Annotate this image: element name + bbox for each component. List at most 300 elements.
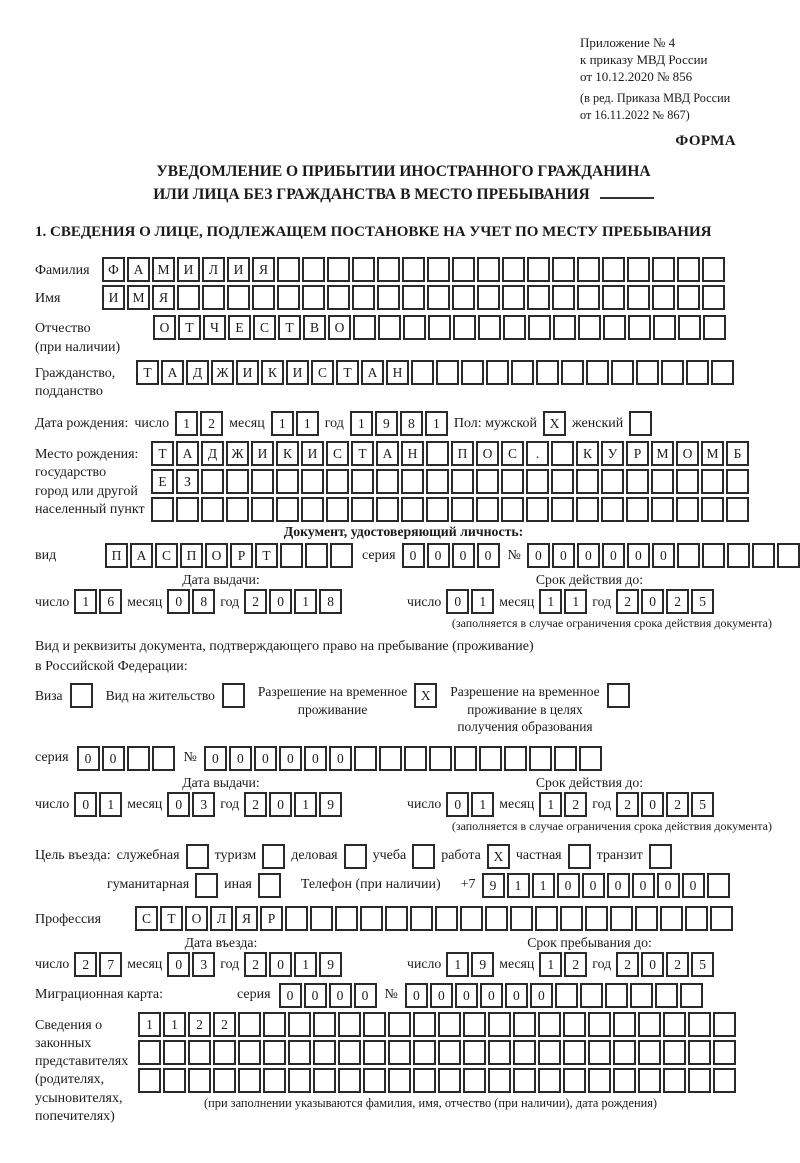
char-box: П [451,441,474,466]
entry-day-boxes [74,952,122,977]
char-box [412,844,435,869]
char-box [376,469,399,494]
char-box [435,906,458,931]
char-box [526,469,549,494]
char-box: 9 [482,873,505,898]
char-box: 0 [279,746,302,771]
char-box: Т [160,906,183,931]
char-box [663,1040,686,1065]
char-box [177,285,200,310]
char-box [630,983,653,1008]
char-box: Я [152,285,175,310]
char-box: 2 [200,411,223,436]
char-box: Д [186,360,209,385]
char-box [602,257,625,282]
char-box: 9 [375,411,398,436]
char-box [288,1068,311,1093]
char-box: Ж [226,441,249,466]
char-box [353,315,376,340]
visit-purpose-label: Цель въезда: [35,848,111,864]
char-box: 1 [175,411,198,436]
purpose-transit-checkbox [649,844,672,869]
char-box [627,257,650,282]
identity-expiry-title: Срок действия до: [535,572,644,588]
char-box: И [236,360,259,385]
identity-issue-block [35,572,407,631]
char-box: X [543,411,566,436]
purpose-humanitarian-label: гуманитарная [107,877,190,893]
char-box: 1 [138,1012,161,1037]
char-box [501,469,524,494]
identity-doc-number-boxes [527,543,800,568]
char-box: 1 [296,411,319,436]
char-box [553,315,576,340]
char-box: Ч [203,315,226,340]
patronymic-label-line-1: Отчество [35,321,91,337]
residence-issue-year-label: год [220,796,240,812]
char-box [163,1068,186,1093]
char-box: О [153,315,176,340]
char-box: О [185,906,208,931]
char-box [607,683,630,708]
char-box [288,1012,311,1037]
char-box [568,844,591,869]
char-box [226,497,249,522]
option-temp-residence-education [450,683,629,736]
char-box [388,1040,411,1065]
firstname-label: Имя [35,291,61,307]
profession-boxes [135,906,733,931]
residence-doc-intro-1: Вид и реквизиты документа, подтверждающего право на пребывание (проживание) [35,639,534,655]
char-box [363,1040,386,1065]
char-box [652,257,675,282]
residence-expiry-note: (заполняется в случае ограничения срока действия документа) [451,818,772,833]
residence-expiry-line [407,792,772,817]
char-box: 2 [616,589,639,614]
char-box: Т [278,315,301,340]
residence-doc-number-label: № [183,750,197,766]
char-box: 0 [304,746,327,771]
char-box: Я [252,257,275,282]
char-box: 0 [602,543,625,568]
char-box: 0 [452,543,475,568]
purpose-study-checkbox [412,844,435,869]
char-box: 1 [564,589,587,614]
char-box [477,257,500,282]
purpose-study-label: учеба [372,848,407,864]
char-box [638,1068,661,1093]
purpose-tourism-label: туризм [214,848,257,864]
char-box [601,497,624,522]
char-box [726,497,749,522]
char-box: 8 [192,589,215,614]
char-box: 0 [269,952,292,977]
char-box [551,497,574,522]
char-box: 0 [204,746,227,771]
residence-doc-intro-2: в Российской Федерации: [35,659,188,675]
char-box [627,285,650,310]
char-box [527,285,550,310]
char-box [701,469,724,494]
char-box: Ж [211,360,234,385]
char-box: 1 [163,1012,186,1037]
char-box [326,469,349,494]
char-box: 0 [269,589,292,614]
char-box: 3 [192,792,215,817]
birth-month-label: месяц [229,415,265,431]
char-box [502,257,525,282]
char-box [513,1012,536,1037]
char-box [186,844,209,869]
patronymic-row [35,315,772,356]
char-box: И [286,360,309,385]
char-box [585,906,608,931]
char-box [563,1012,586,1037]
char-box [552,257,575,282]
char-box [388,1012,411,1037]
birth-day-label: число [134,415,170,431]
option-temp-residence-education-checkbox [607,683,630,708]
char-box [711,360,734,385]
char-box [70,683,93,708]
identity-expiry-year-boxes [616,589,714,614]
char-box [327,285,350,310]
approval-line-1: Приложение № 4 [580,35,676,50]
residence-expiry-year-boxes [616,792,714,817]
form-title [35,160,772,207]
char-box [213,1040,236,1065]
surname-boxes [102,257,725,282]
option-residence-permit [106,683,245,708]
identity-doc-heading: Документ, удостоверяющий личность: [283,524,524,540]
char-box [138,1068,161,1093]
birth-place-boxes-row-1 [151,441,749,466]
char-box: С [135,906,158,931]
char-box [463,1068,486,1093]
birth-place-boxes-row-3 [151,497,749,522]
identity-issue-title: Дата выдачи: [182,572,260,588]
option-visa-label: Виза [35,688,63,704]
residence-doc-series-label: серия [35,750,69,766]
char-box [302,257,325,282]
char-box: 7 [99,952,122,977]
char-box [680,983,703,1008]
form-title-line-2-text: ИЛИ ЛИЦА БЕЗ ГРАЖДАНСТВА В МЕСТО ПРЕБЫВАНИЯ [153,186,590,204]
surname-label: Фамилия [35,263,90,279]
profession-label: Профессия [35,911,102,927]
char-box: 1 [539,952,562,977]
char-box: 0 [557,873,580,898]
residence-expiry-day-boxes [446,792,494,817]
char-box [385,906,408,931]
char-box: 2 [213,1012,236,1037]
char-box: 0 [254,746,277,771]
char-box [351,469,374,494]
char-box: О [676,441,699,466]
identity-issue-day-boxes [74,589,122,614]
char-box [313,1012,336,1037]
char-box: Р [230,543,253,568]
char-box: 0 [102,746,125,771]
char-box [707,873,730,898]
char-box: С [501,441,524,466]
char-box: Т [336,360,359,385]
char-box [688,1068,711,1093]
char-box [402,257,425,282]
char-box [727,543,750,568]
birth-year-label: год [324,415,344,431]
char-box [404,746,427,771]
char-box [280,543,303,568]
char-box [752,543,775,568]
char-box [351,497,374,522]
char-box: М [152,257,175,282]
char-box [463,1040,486,1065]
char-box: Ф [102,257,125,282]
identity-doc-number-label: № [507,547,521,563]
purpose-business-checkbox [344,844,367,869]
char-box [338,1068,361,1093]
char-box: Е [228,315,251,340]
char-box [626,497,649,522]
char-box [635,906,658,931]
char-box [661,360,684,385]
identity-issue-year-boxes [244,589,342,614]
char-box [401,469,424,494]
purpose-tourism-checkbox [262,844,285,869]
char-box [576,497,599,522]
char-box: С [253,315,276,340]
char-box: Т [178,315,201,340]
citizenship-label [35,360,136,401]
residence-issue-block [35,775,407,834]
char-box: М [701,441,724,466]
char-box [538,1068,561,1093]
representatives-note: (при заполнении указываются фамилия, имя, отчество (при наличии), дата рождения) [204,1095,658,1110]
char-box: 9 [319,952,342,977]
char-box [651,497,674,522]
char-box: З [176,469,199,494]
char-box [301,497,324,522]
char-box [561,360,584,385]
entry-date-line [35,952,407,977]
char-box: 0 [229,746,252,771]
char-box: К [576,441,599,466]
char-box [479,746,502,771]
char-box [163,1040,186,1065]
char-box [338,1012,361,1037]
char-box [677,257,700,282]
form-title-line-1: УВЕДОМЛЕНИЕ О ПРИБЫТИИ ИНОСТРАННОГО ГРАЖДАНИНА [156,162,651,180]
char-box [427,257,450,282]
char-box: 0 [527,543,550,568]
char-box [451,469,474,494]
char-box [628,315,651,340]
entry-year-boxes [244,952,342,977]
char-box [327,257,350,282]
migration-card-number-boxes [405,983,703,1008]
char-box [195,873,218,898]
char-box [152,746,175,771]
migration-card-label: Миграционная карта: [35,987,164,1003]
char-box [138,1040,161,1065]
char-box [426,441,449,466]
option-temp-residence-checkbox [414,683,437,708]
char-box: 1 [99,792,122,817]
char-box [463,1012,486,1037]
residence-issue-month-label: месяц [127,796,163,812]
char-box: 0 [627,543,650,568]
char-box [151,497,174,522]
char-box [330,543,353,568]
char-box [653,315,676,340]
char-box [554,746,577,771]
char-box: 0 [480,983,503,1008]
char-box: 0 [632,873,655,898]
representatives-boxes-row-3 [138,1068,736,1093]
char-box [310,906,333,931]
residence-doc-dates [35,775,772,834]
char-box [252,285,275,310]
identity-issue-month-label: месяц [127,593,163,609]
char-box: 2 [564,792,587,817]
char-box [535,906,558,931]
char-box: Р [626,441,649,466]
char-box: 0 [446,792,469,817]
birth-day-boxes [175,411,223,436]
char-box [513,1040,536,1065]
char-box [344,844,367,869]
char-box: 9 [319,792,342,817]
entry-year-label: год [220,956,240,972]
purpose-other-label: иная [224,877,252,893]
char-box [411,360,434,385]
identity-doc-dates [35,572,772,631]
representatives-boxes-row-2 [138,1040,736,1065]
citizenship-row [35,360,772,401]
purpose-official-checkbox [186,844,209,869]
char-box [713,1068,736,1093]
char-box [602,285,625,310]
char-box [551,441,574,466]
char-box: 0 [167,952,190,977]
char-box [538,1040,561,1065]
char-box: 0 [641,952,664,977]
residence-expiry-title: Срок действия до: [535,774,644,790]
char-box: 2 [666,792,689,817]
stay-day-label: число [407,956,442,972]
residence-doc-number-row [35,746,772,771]
char-box [305,543,328,568]
char-box [188,1040,211,1065]
identity-issue-month-boxes [167,589,215,614]
char-box: М [127,285,150,310]
char-box [649,844,672,869]
residence-expiry-day-label: число [407,796,442,812]
option-temp-residence-education-label [450,683,599,736]
char-box [301,469,324,494]
char-box [222,683,245,708]
stay-until-line [407,952,772,977]
char-box [127,746,150,771]
char-box [277,285,300,310]
char-box [453,315,476,340]
identity-doc-series-label: серия [362,547,396,563]
char-box [263,1012,286,1037]
residence-doc-number-boxes [204,746,602,771]
char-box: 0 [505,983,528,1008]
residence-expiry-block [407,775,772,834]
migration-card-series-label: серия [237,987,271,1003]
char-box: 0 [530,983,553,1008]
char-box [354,746,377,771]
char-box: 0 [167,589,190,614]
birth-place-label-line-1: Место рождения: [35,447,139,463]
char-box: 0 [552,543,575,568]
char-box [605,983,628,1008]
char-box: К [261,360,284,385]
char-box [201,497,224,522]
char-box [488,1012,511,1037]
representatives-label-line-5: усыновителях, [35,1090,123,1106]
char-box [636,360,659,385]
char-box [338,1040,361,1065]
char-box [285,906,308,931]
char-box: 2 [188,1012,211,1037]
char-box [580,983,603,1008]
char-box [552,285,575,310]
firstname-boxes [102,285,725,310]
birth-place-boxes [151,441,749,522]
char-box [376,497,399,522]
char-box: 0 [77,746,100,771]
residence-issue-year-boxes [244,792,342,817]
identity-issue-day-label: число [35,593,70,609]
representatives-label-line-2: законных [35,1035,92,1051]
char-box [427,285,450,310]
char-box: 2 [666,589,689,614]
char-box: 1 [539,589,562,614]
char-box [638,1040,661,1065]
char-box [626,469,649,494]
char-box: Н [401,441,424,466]
char-box [701,497,724,522]
representatives-label [35,1012,138,1126]
char-box [713,1012,736,1037]
char-box [388,1068,411,1093]
option-residence-permit-label: Вид на жительство [105,688,215,704]
char-box: Л [210,906,233,931]
char-box [426,469,449,494]
char-box [438,1068,461,1093]
char-box [611,360,634,385]
char-box [777,543,800,568]
citizenship-label-line-1: Гражданство, [35,365,116,381]
char-box [527,257,550,282]
char-box: И [251,441,274,466]
char-box [638,1012,661,1037]
char-box: X [414,683,437,708]
char-box [313,1040,336,1065]
approval-edit-line-1: (в ред. Приказа МВД России [580,91,731,106]
char-box [201,469,224,494]
char-box [277,257,300,282]
char-box [377,285,400,310]
stay-month-label: месяц [499,956,535,972]
citizenship-label-line-2: подданство [35,383,103,399]
identity-expiry-note: (заполняется в случае ограничения срока действия документа) [451,616,772,631]
char-box [263,1068,286,1093]
